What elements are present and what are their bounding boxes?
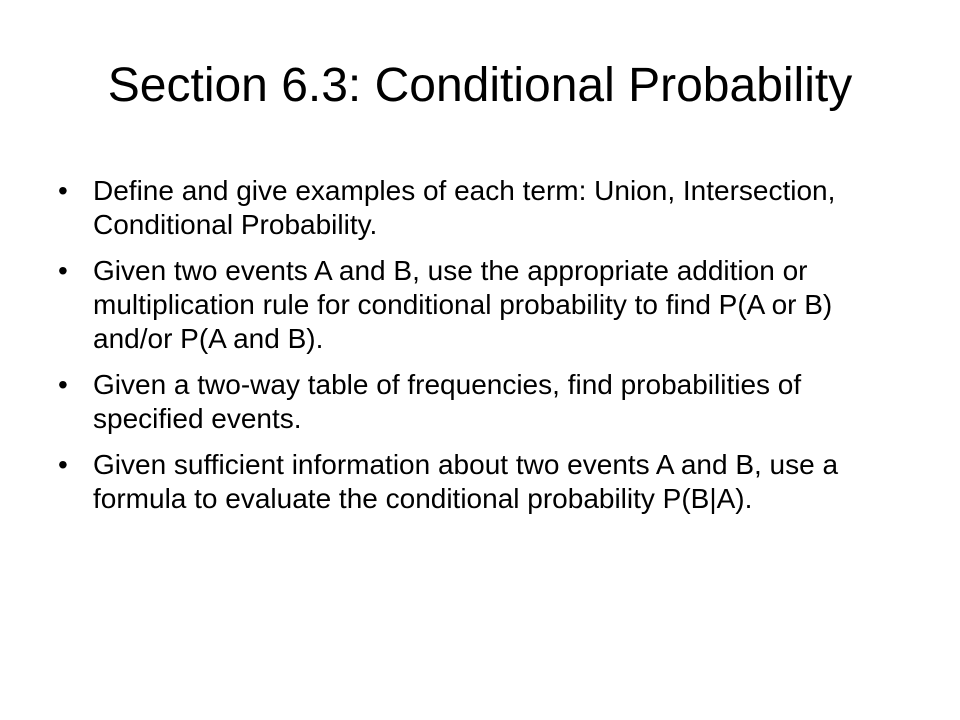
bullet-text: Define and give examples of each term: Union, Intersection, Conditional Probability. [93,175,836,240]
bullet-text: Given sufficient information about two events A and B, use a formula to evaluate the conditional probability P(B|A). [93,449,839,514]
bullet-dot-icon: • [58,255,68,286]
bullet-item [58,254,908,356]
bullet-text: Given a two-way table of frequencies, find probabilities of specified events. [93,369,802,434]
bullet-text: Given two events A and B, use the appropriate addition or multiplication rule for conditional probability to find P(A or B) and/or P(A and B). [93,255,833,354]
bullet-list [58,174,908,528]
bullet-dot-icon: • [58,449,68,480]
slide-title: Section 6.3: Conditional Probability [107,59,853,112]
bullet-item [58,174,908,242]
bullet-dot-icon: • [58,175,68,206]
bullet-item [58,448,908,516]
bullet-item [58,368,908,436]
bullet-dot-icon: • [58,369,68,400]
